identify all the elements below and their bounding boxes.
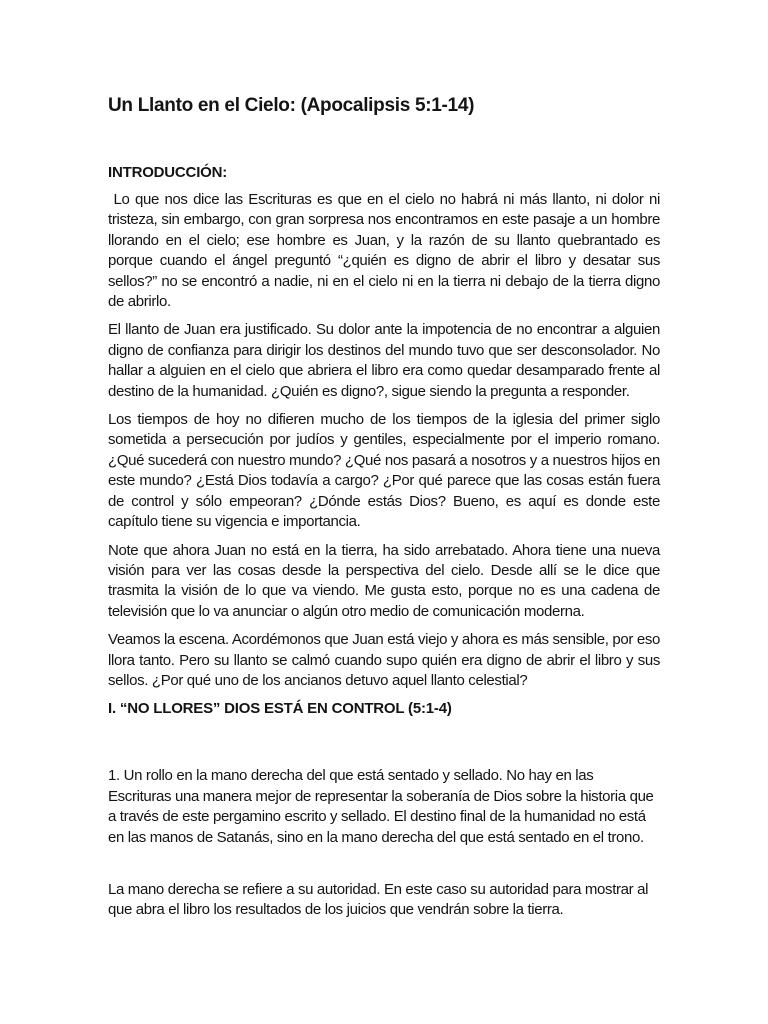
paragraph-intro-4: Note que ahora Juan no está en la tierra, ha sido arrebatado. Ahora tiene una nueva visión para ver las cosas desde la perspectiva del cielo. Desde allí se le dice que trasmita la visión de lo que va viendo. Me gusta esto, porque no es una cadena de televisión que lo va anunciar o algún otro medio de comunicación moderna. (108, 541, 660, 620)
document-page (108, 94, 664, 929)
section-heading: I. “NO LLORES” DIOS ESTÁ EN CONTROL (5:1-4) (108, 700, 452, 718)
paragraph-section-1: 1. Un rollo en la mano derecha del que está sentado y sellado. No hay en las Escrituras una manera mejor de representar la soberanía de Dios sobre la historia que a través de este pergamino escrito y sellado. El destino final de la humanidad no está en las manos de Satanás, sino en la mano derecha del que está sentado en el trono. (108, 767, 654, 846)
paragraph-intro-2: El llanto de Juan era justificado. Su dolor ante la impotencia de no encontrar a alguien digno de confianza para dirigir los destinos del mundo tuvo que ser desconsolador. No hallar a alguien en el cielo que abriera el libro era como quedar desamparado frente al destino de la humanidad. ¿Quién es digno?, sigue siendo la pregunta a responder. (108, 321, 660, 400)
paragraph-intro-3: Los tiempos de hoy no difieren mucho de los tiempos de la iglesia del primer siglo sometida a persecución por judíos y gentiles, especialmente por el imperio romano. ¿Qué sucederá con nuestro mundo? ¿Qué nos pasará a nosotros y a nuestros hijos en este mundo? ¿Está Dios todavía a cargo? ¿Por qué parece que las cosas están fuera de control y sólo empeoran? ¿Dónde estás Dios? Bueno, es aquí es donde este capítulo tiene su vigencia e importancia. (108, 411, 660, 531)
paragraph-section-2: La mano derecha se refiere a su autoridad. En este caso su autoridad para mostrar al que abra el libro los resultados de los juicios que vendrán sobre la tierra. (108, 880, 649, 919)
intro-heading: INTRODUCCIÓN: (108, 164, 228, 181)
paragraph-intro-5: Veamos la escena. Acordémonos que Juan está viejo y ahora es más sensible, por eso llora tanto. Pero su llanto se calmó cuando supo quién era digno de abrir el libro y sus sellos. ¿Por qué uno de los ancianos detuvo aquel llanto celestial? (108, 631, 660, 689)
document-title: Un Llanto en el Cielo: (Apocalipsis 5:1-14) (108, 95, 475, 116)
paragraph-intro-1: Lo que nos dice las Escrituras es que en el cielo no habrá ni más llanto, ni dolor ni tristeza, sin embargo, con gran sorpresa nos encontramos en este pasaje a un hombre llorando en el cielo; ese hombre es Juan, y la razón de su llanto quebrantado es porque cuando el ángel preguntó “¿quién es digno de abrir el libro y desatar sus sellos?” no se encontró a nadie, ni en el cielo ni en la tierra ni debajo de la tierra digno de abrirlo. (108, 191, 664, 311)
